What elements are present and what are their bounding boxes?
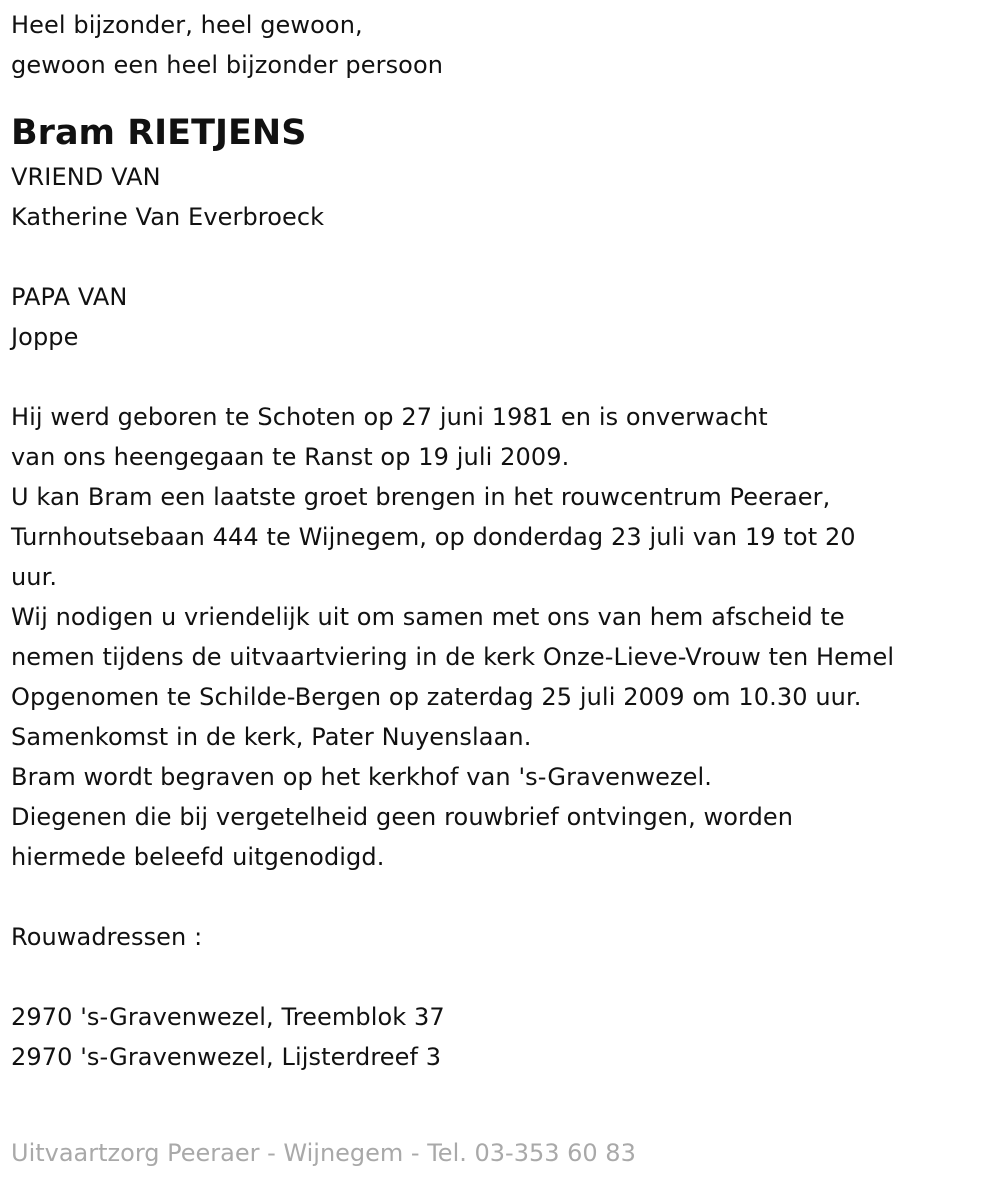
relation-person: Katherine Van Everbroeck <box>11 203 325 231</box>
relation-person: Joppe <box>11 323 79 351</box>
spacer <box>11 877 996 917</box>
addresses-heading: Rouwadressen : <box>11 923 203 951</box>
motto-line: Heel bijzonder, heel gewoon, <box>11 11 363 39</box>
address-line: 2970 's-Gravenwezel, Treemblok 37 <box>11 1003 445 1031</box>
obituary-notice <box>11 5 996 1077</box>
announcement-line: hiermede beleefd uitgenodigd. <box>11 843 385 871</box>
relation-father <box>11 277 996 357</box>
spacer <box>11 957 996 997</box>
funeral-home-footer: Uitvaartzorg Peeraer - Wijnegem - Tel. 03-353 60 83 <box>11 1139 636 1167</box>
announcement-line: Hij werd geboren te Schoten op 27 juni 1981 en is onverwacht <box>11 403 768 431</box>
announcement-line: Samenkomst in de kerk, Pater Nuyenslaan. <box>11 723 532 751</box>
relation-friend <box>11 157 996 237</box>
announcement-line: uur. <box>11 563 58 591</box>
deceased-name: Bram RIETJENS <box>11 113 307 153</box>
announcement-line: Diegenen die bij vergetelheid geen rouwbrief ontvingen, worden <box>11 803 794 831</box>
announcement-line: Wij nodigen u vriendelijk uit om samen met ons van hem afscheid te <box>11 603 845 631</box>
relation-role: PAPA VAN <box>11 283 128 311</box>
announcement-line: Bram wordt begraven op het kerkhof van 's-Gravenwezel. <box>11 763 713 791</box>
motto <box>11 5 996 85</box>
announcement-line: nemen tijdens de uitvaartviering in de kerk Onze-Lieve-Vrouw ten Hemel <box>11 643 895 671</box>
address-line: 2970 's-Gravenwezel, Lijsterdreef 3 <box>11 1043 442 1071</box>
announcement-line: U kan Bram een laatste groet brengen in het rouwcentrum Peeraer, <box>11 483 831 511</box>
announcement-line: Turnhoutsebaan 444 te Wijnegem, op donderdag 23 juli van 19 tot 20 <box>11 523 856 551</box>
relation-role: VRIEND VAN <box>11 163 161 191</box>
motto-line: gewoon een heel bijzonder persoon <box>11 51 444 79</box>
announcement-line: Opgenomen te Schilde-Bergen op zaterdag 25 juli 2009 om 10.30 uur. <box>11 683 862 711</box>
announcement-text <box>11 397 996 877</box>
announcement-line: van ons heengegaan te Ranst op 19 juli 2009. <box>11 443 570 471</box>
spacer <box>11 357 996 397</box>
addresses-list <box>11 997 996 1077</box>
spacer <box>11 237 996 277</box>
